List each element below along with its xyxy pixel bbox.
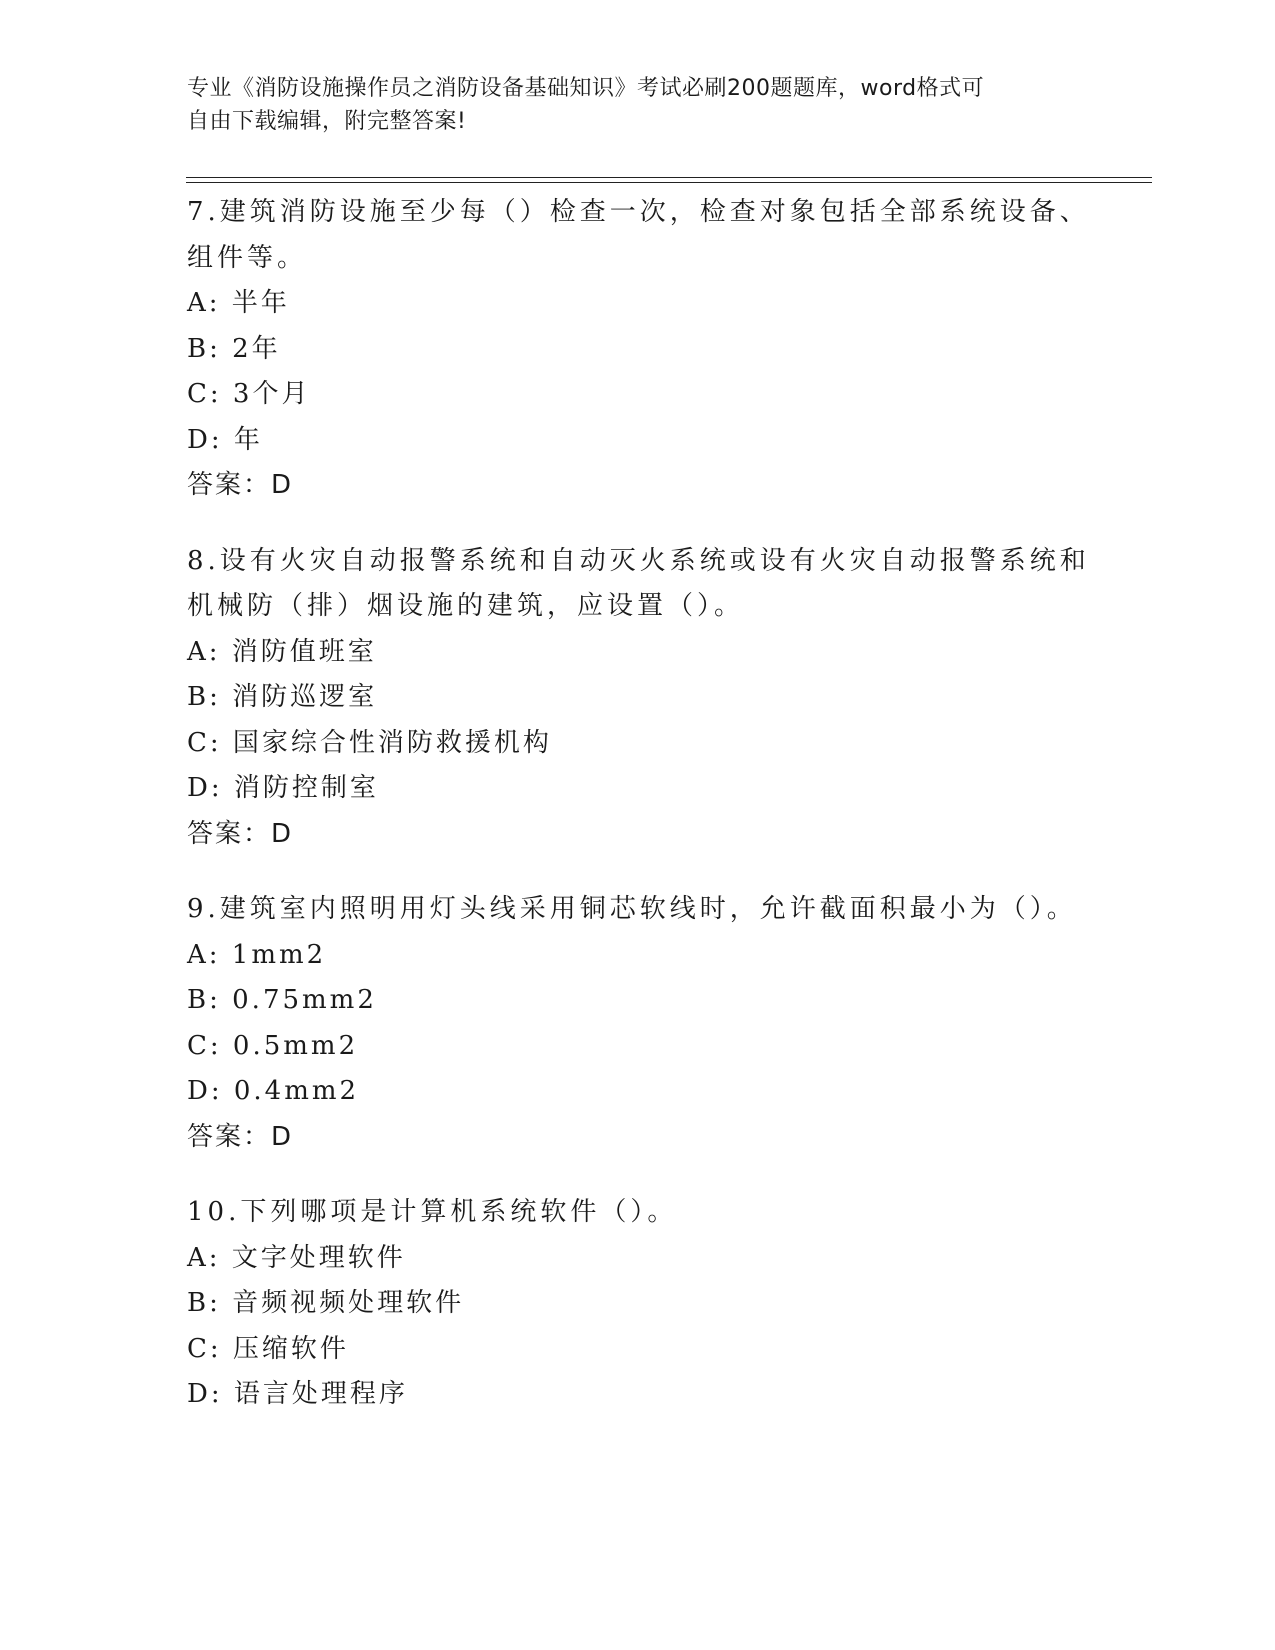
answer-label: 答案：D bbox=[187, 470, 294, 500]
answer-label: 答案：D bbox=[187, 818, 294, 849]
answer-label: 答案：D bbox=[187, 1121, 294, 1152]
option-b: B: 音频视频处理软件 bbox=[187, 1288, 465, 1318]
option-d: D: 语言处理程序 bbox=[187, 1379, 408, 1409]
option-d: D: 消防控制室 bbox=[187, 773, 379, 803]
option-a: A: 1mm2 bbox=[187, 939, 327, 970]
question-stem-line: 9.建筑室内照明用灯头线采用铜芯软线时，允许截面积最小为（）。 bbox=[187, 894, 1077, 924]
option-b: B: 消防巡逻室 bbox=[187, 682, 378, 712]
option-b: B: 0.75mm2 bbox=[187, 985, 377, 1015]
question-stem-line: 机械防（排）烟设施的建筑，应设置（）。 bbox=[187, 591, 745, 621]
question-stem-line: 组件等。 bbox=[187, 242, 308, 273]
header-divider-top bbox=[186, 177, 1152, 178]
header-line-1: 专业《消防设施操作员之消防设备基础知识》考试必刷200题题库，word格式可 bbox=[187, 76, 985, 101]
document-header bbox=[187, 72, 1087, 138]
option-a: A: 半年 bbox=[187, 288, 290, 318]
option-c: C: 0.5mm2 bbox=[187, 1030, 359, 1061]
option-c: C: 压缩软件 bbox=[187, 1333, 349, 1364]
header-divider-bottom bbox=[186, 182, 1152, 183]
question-8 bbox=[187, 539, 1090, 858]
option-a: A: 文字处理软件 bbox=[187, 1242, 406, 1273]
question-list bbox=[187, 190, 1090, 1448]
question-7 bbox=[187, 190, 1090, 509]
option-d: D: 年 bbox=[187, 424, 263, 455]
option-d: D: 0.4mm2 bbox=[187, 1076, 360, 1106]
option-b: B: 2年 bbox=[187, 333, 281, 364]
option-c: C: 3个月 bbox=[187, 379, 311, 409]
question-10 bbox=[187, 1190, 1087, 1418]
header-line-2: 自由下载编辑，附完整答案! bbox=[187, 109, 467, 134]
question-stem-line: 8.设有火灾自动报警系统和自动灭火系统或设有火灾自动报警系统和 bbox=[187, 545, 1090, 576]
question-9 bbox=[187, 887, 1087, 1160]
question-stem-line: 10.下列哪项是计算机系统软件（）。 bbox=[187, 1197, 678, 1227]
question-stem-line: 7.建筑消防设施至少每（）检查一次，检查对象包括全部系统设备、 bbox=[187, 197, 1090, 227]
option-c: C: 国家综合性消防救援机构 bbox=[187, 727, 552, 758]
option-a: A: 消防值班室 bbox=[187, 636, 377, 667]
